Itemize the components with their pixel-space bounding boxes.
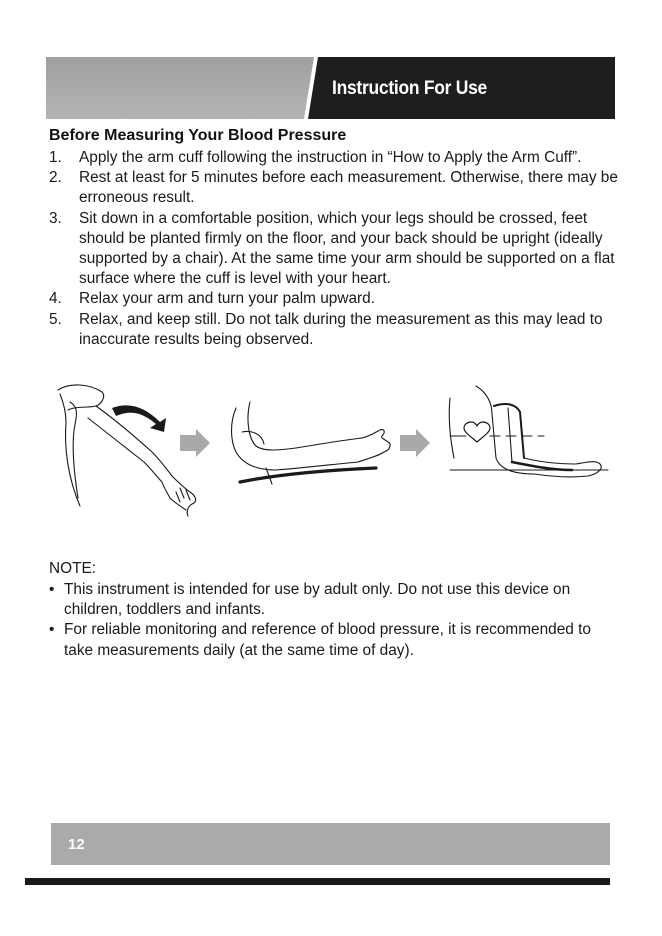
illustrations bbox=[40, 378, 620, 528]
heart-icon bbox=[464, 422, 490, 442]
page-number: 12 bbox=[68, 836, 85, 853]
torso-line bbox=[449, 398, 454, 458]
upper-arm-line bbox=[96, 406, 172, 476]
header-gray-panel bbox=[46, 57, 314, 119]
cuff-inner-line bbox=[508, 408, 512, 462]
step-number: 2. bbox=[49, 169, 62, 187]
list-item bbox=[49, 209, 619, 290]
notes-list bbox=[49, 580, 619, 661]
rotate-arm-arrow-icon bbox=[112, 405, 166, 432]
steps-list bbox=[49, 148, 619, 350]
step-number: 3. bbox=[49, 209, 62, 227]
list-item bbox=[49, 310, 619, 350]
step-text: Relax, and keep still. Do not talk during the measurement as this may lead to inaccurate results being observed. bbox=[79, 310, 603, 348]
hand-outline bbox=[172, 476, 196, 516]
forearm-line bbox=[296, 438, 362, 448]
torso-line bbox=[60, 394, 66, 422]
list-item bbox=[49, 168, 619, 208]
next-step-arrow-icon bbox=[400, 429, 430, 457]
list-item bbox=[49, 289, 619, 309]
arm-cuff-line bbox=[240, 468, 376, 482]
step-number: 5. bbox=[49, 310, 62, 328]
step-text: Apply the arm cuff following the instruction in “How to Apply the Arm Cuff”. bbox=[79, 149, 582, 166]
bullet: • bbox=[49, 581, 55, 598]
shoulder-outline bbox=[476, 386, 492, 414]
section-heading: Before Measuring Your Blood Pressure bbox=[49, 127, 347, 144]
bullet: • bbox=[49, 621, 55, 639]
list-item bbox=[49, 620, 619, 660]
illustration-heart-level bbox=[449, 386, 608, 477]
step-number: 1. bbox=[49, 149, 62, 166]
next-step-arrow-icon bbox=[180, 429, 210, 457]
hand-outline bbox=[358, 429, 390, 462]
upper-arm-line bbox=[232, 408, 277, 470]
step-text: Relax your arm and turn your palm upward. bbox=[79, 290, 375, 308]
note-text: This instrument is intended for use by adult only. Do not use this device on children, toddlers and infants. bbox=[64, 581, 571, 619]
list-item bbox=[49, 148, 619, 168]
header-title: Instruction For Use bbox=[332, 78, 488, 99]
footer-rule bbox=[25, 878, 610, 885]
header-band bbox=[46, 57, 615, 119]
upper-arm-line bbox=[248, 402, 296, 450]
arm-cuff-line bbox=[494, 404, 524, 458]
page-header bbox=[46, 57, 615, 119]
step-number: 4. bbox=[49, 290, 62, 308]
illustration-arm-raise bbox=[58, 385, 196, 516]
illustration-strip bbox=[40, 378, 620, 528]
list-item bbox=[49, 580, 619, 620]
footer-bar bbox=[51, 823, 610, 865]
illustration-palm-up bbox=[232, 402, 391, 484]
note-text: For reliable monitoring and reference of blood pressure, it is recommended to take measurements daily (at the same time of day). bbox=[64, 621, 591, 659]
step-text: Rest at least for 5 minutes before each measurement. Otherwise, there may be erroneous result. bbox=[79, 169, 618, 207]
note-label: NOTE: bbox=[49, 560, 97, 577]
torso-line bbox=[70, 402, 78, 498]
step-text: Sit down in a comfortable position, which your legs should be crossed, feet should be planted firmly on the floor, and your back should be upright (ideally supported by a chair). At the same time your arm should be supported on a flat surface where the cuff is level with your heart. bbox=[79, 209, 615, 288]
